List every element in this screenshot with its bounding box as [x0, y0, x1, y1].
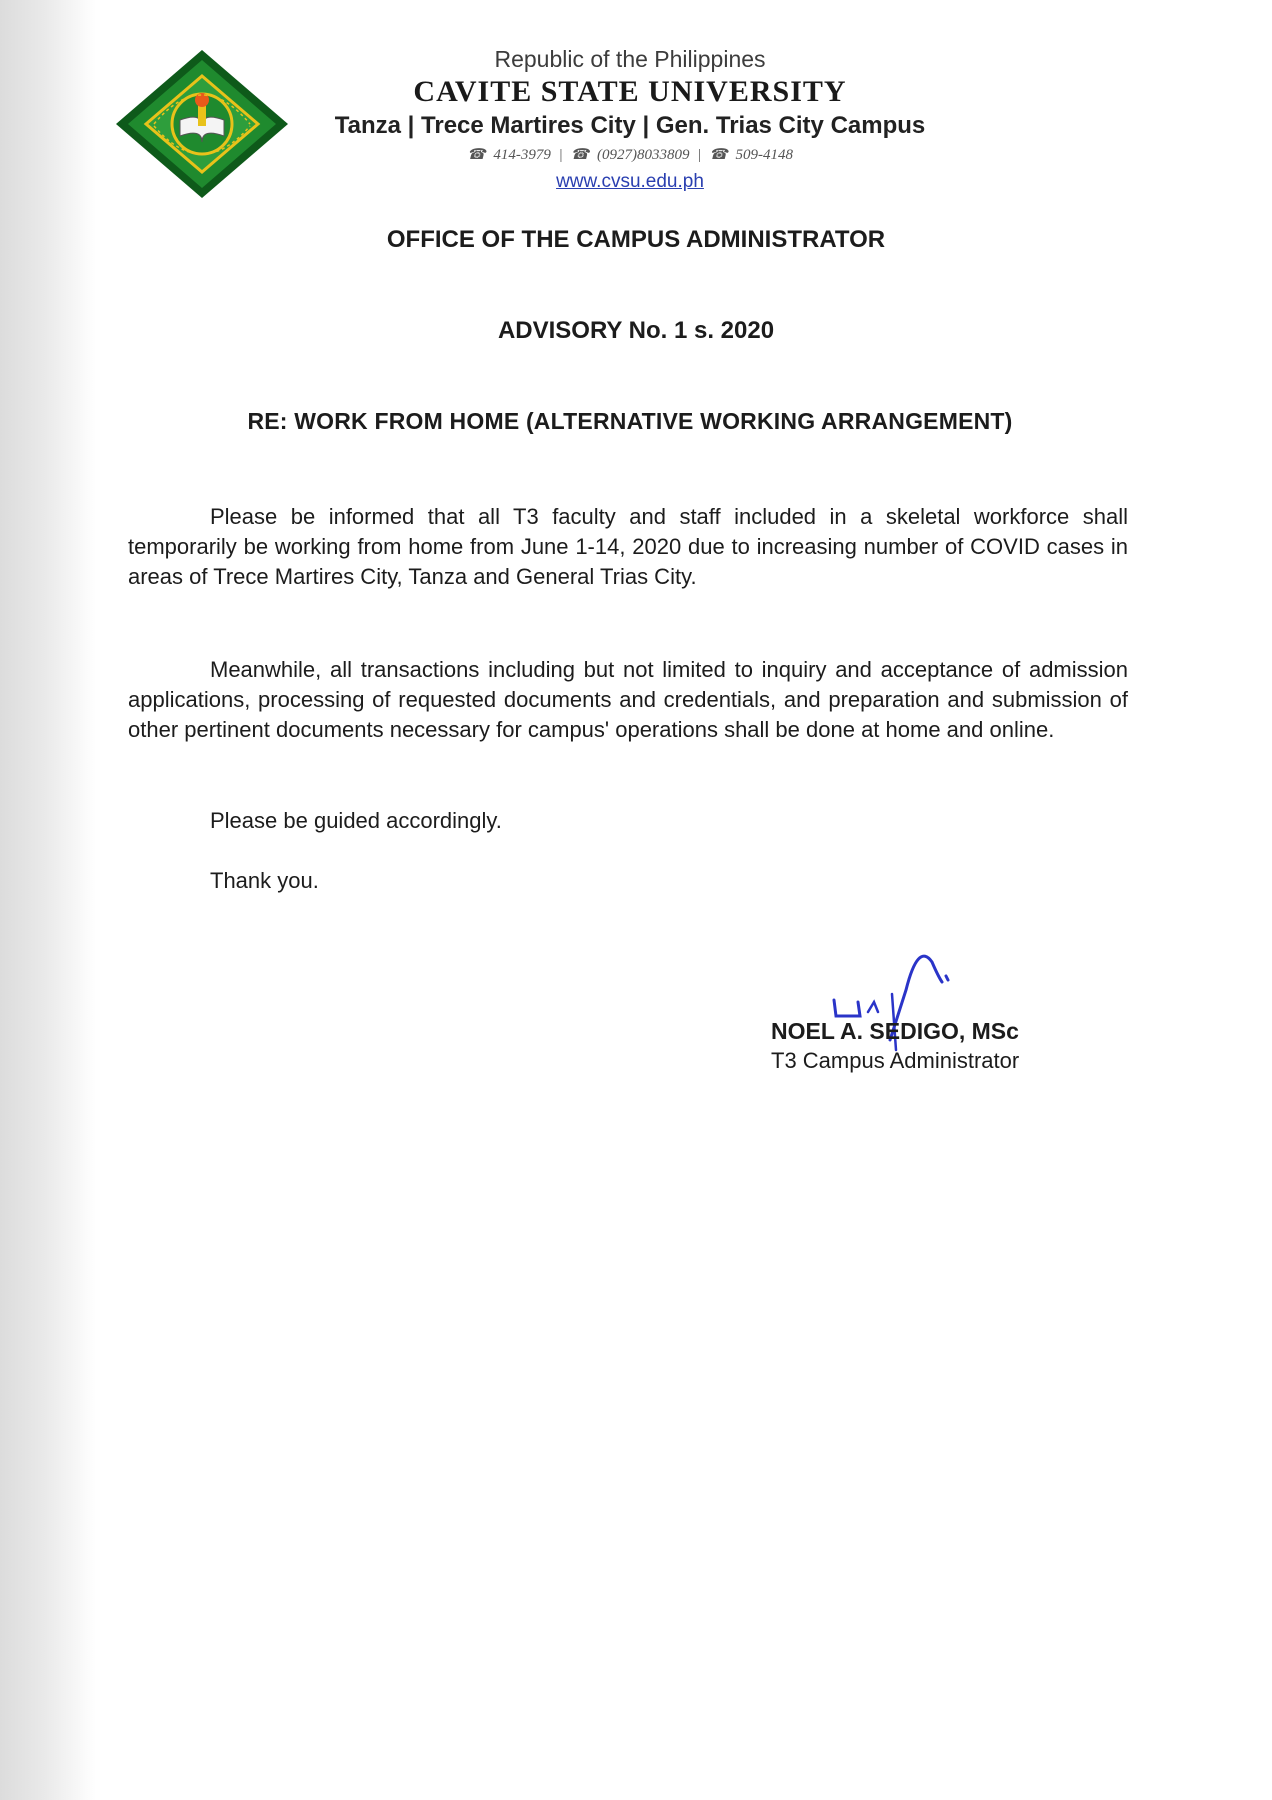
website-link[interactable]: www.cvsu.edu.ph [556, 171, 704, 192]
campus-line: Tanza | Trece Martires City | Gen. Trias City Campus [334, 112, 926, 139]
phone-number: 509-4148 [735, 147, 794, 163]
phone-icon: ☎ [709, 147, 728, 163]
phone-icon: ☎ [466, 147, 486, 163]
body-paragraph: Meanwhile, all transactions including but not limited to inquiry and acceptance of admission applications, processing of requested documents and credentials, and preparation and submission of other pertinent documents necessary for campus' operations shall be done at home and online. [128, 657, 1128, 742]
advisory-number: ADVISORY No. 1 s. 2020 [497, 317, 775, 344]
phone-line: ☎ 414-3979 | ☎ (0927)8033809 | ☎ 509-4148 [466, 147, 794, 163]
closing-guided: Please be guided accordingly. [210, 808, 502, 833]
cvsu-seal-icon [112, 46, 292, 202]
signatory-title: T3 Campus Administrator [771, 1048, 1020, 1073]
phone-icon: ☎ [570, 147, 590, 163]
phone-number: (0927)8033809 [596, 147, 690, 163]
letterhead [280, 44, 980, 196]
signatory-block [771, 1016, 1111, 1076]
subject-line: RE: WORK FROM HOME (ALTERNATIVE WORKING ARRANGEMENT) [247, 408, 1013, 434]
republic-line: Republic of the Philippines [494, 46, 766, 72]
signatory-name: NOEL A. SEDIGO, MSc [771, 1018, 1019, 1044]
phone-number: 414-3979 [493, 147, 551, 163]
closing-thanks: Thank you. [210, 868, 319, 893]
university-name: CAVITE STATE UNIVERSITY [413, 75, 847, 108]
body-paragraph: Please be informed that all T3 faculty and staff included in a skeletal workforce shall temporarily be working from home from June 1-14, 2020 due to increasing number of COVID cases in areas of Trece Martires City, Tanza and General Trias City. [128, 504, 1128, 589]
office-title: OFFICE OF THE CAMPUS ADMINISTRATOR [386, 226, 886, 253]
